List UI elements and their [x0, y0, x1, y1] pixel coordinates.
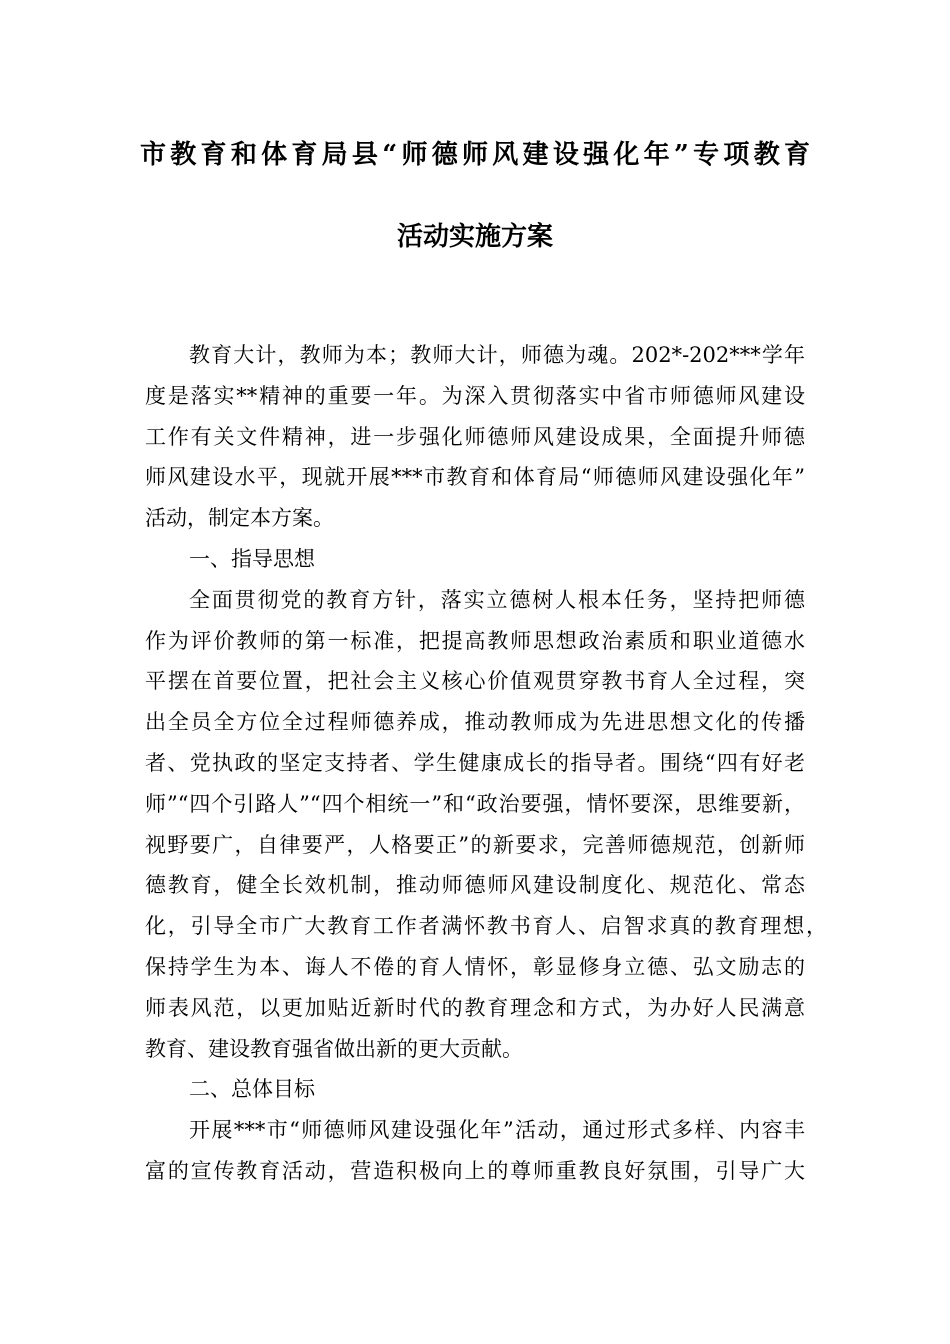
intro-paragraph-line: 师风建设水平，现就开展***市教育和体育局“师德师风建设强化年”: [145, 465, 805, 490]
heading-overall-goal-line: 二、总体目标: [189, 1077, 315, 1102]
overall-goal-paragraph-line: 富的宣传教育活动，营造积极向上的尊师重教良好氛围，引导广大: [145, 1158, 805, 1183]
overall-goal-paragraph-line: 开展***市“师德师风建设强化年”活动，通过形式多样、内容丰: [189, 1118, 805, 1143]
intro-paragraph-line: 工作有关文件精神，进一步强化师德师风建设成果，全面提升师德: [145, 424, 805, 449]
intro-paragraph-line: 活动，制定本方案。: [145, 506, 334, 531]
document-body: [145, 335, 827, 1192]
guiding-ideology-paragraph-line: 教育、建设教育强省做出新的更大贡献。: [145, 1036, 523, 1061]
guiding-ideology-paragraph-line: 化，引导全市广大教育工作者满怀教书育人、启智求真的教育理想，: [145, 914, 827, 939]
guiding-ideology-paragraph-line: 全面贯彻党的教育方针，落实立德树人根本任务，坚持把师德: [189, 587, 805, 612]
intro-paragraph-line: 教育大计，教师为本；教师大计，师德为魂。202*-202***学年: [189, 343, 805, 367]
document-title-line-1: 市教育和体育局县“师德师风建设强化年”专项教育: [140, 140, 810, 170]
heading-guiding-ideology-line: 一、指导思想: [189, 546, 315, 571]
guiding-ideology-paragraph-line: 师表风范，以更加贴近新时代的教育理念和方式，为办好人民满意: [145, 995, 805, 1020]
intro-paragraph-line: 度是落实**精神的重要一年。为深入贯彻落实中省市师德师风建设: [145, 383, 805, 408]
guiding-ideology-paragraph-line: 者、党执政的坚定支持者、学生健康成长的指导者。围绕“四有好老: [145, 750, 805, 775]
document-title-line-2: 活动实施方案: [396, 222, 553, 252]
guiding-ideology-paragraph-line: 德教育，健全长效机制，推动师德师风建设制度化、规范化、常态: [145, 873, 805, 898]
guiding-ideology-paragraph-line: 师”“四个引路人”“四个相统一”和“政治要强，情怀要深，思维要新，: [145, 791, 805, 816]
guiding-ideology-paragraph-line: 平摆在首要位置，把社会主义核心价值观贯穿教书育人全过程，突: [145, 669, 805, 694]
guiding-ideology-paragraph-line: 出全员全方位全过程师德养成，推动教师成为先进思想文化的传播: [145, 710, 805, 735]
guiding-ideology-paragraph-line: 视野要广，自律要严，人格要正”的新要求，完善师德规范，创新师: [145, 832, 805, 857]
guiding-ideology-paragraph-line: 作为评价教师的第一标准，把提高教师思想政治素质和职业道德水: [145, 628, 805, 653]
guiding-ideology-paragraph-line: 保持学生为本、诲人不倦的育人情怀，彰显修身立德、弘文励志的: [145, 954, 805, 979]
